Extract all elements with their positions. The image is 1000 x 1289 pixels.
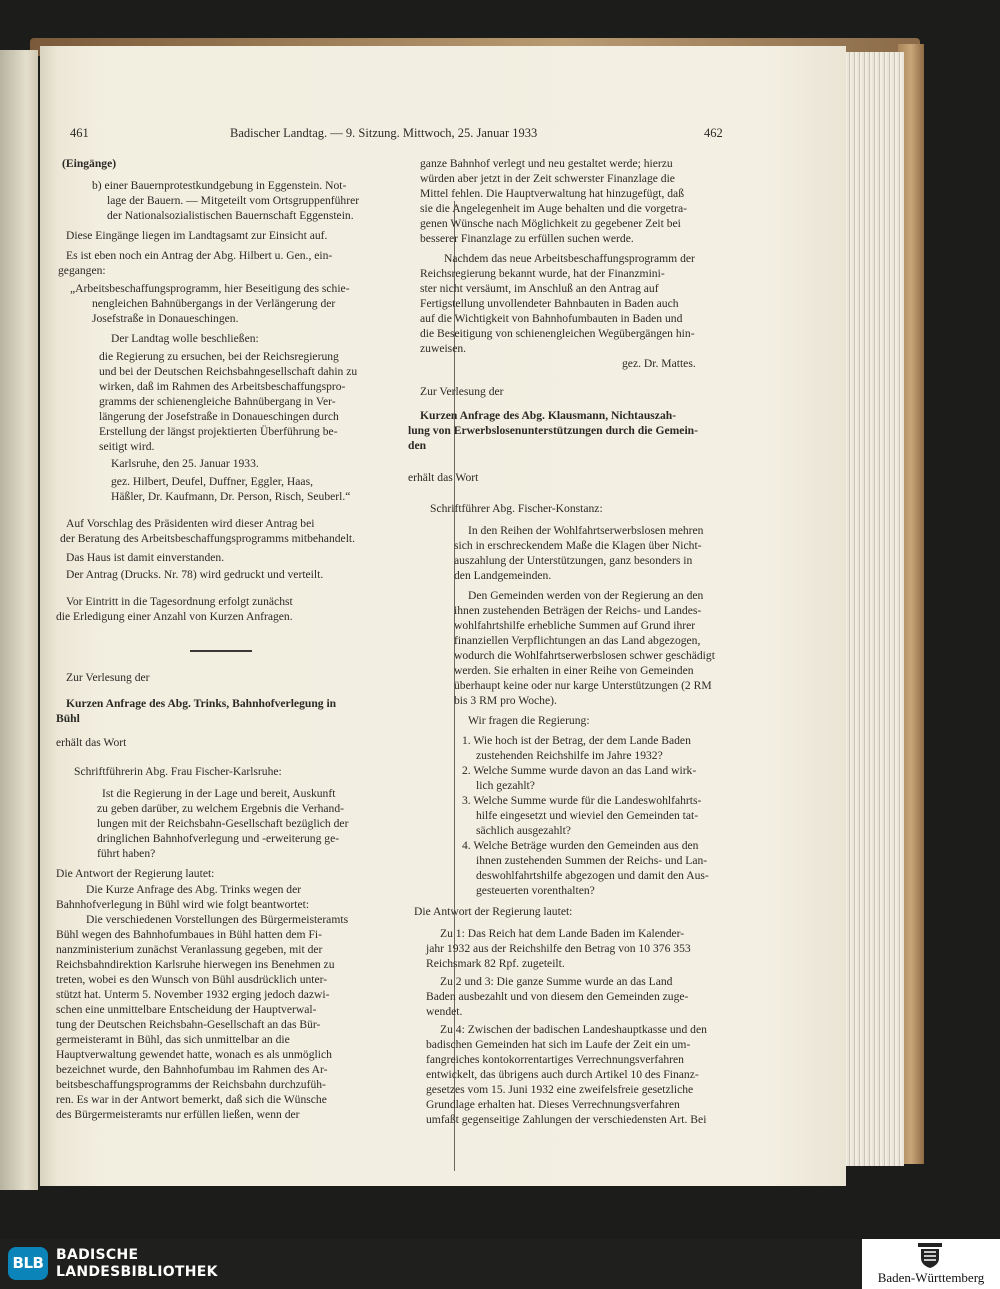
- left-line: des Bürgermeisteramts nur erfüllen ließen, wenn der: [56, 1108, 300, 1121]
- blb-logo: BLB: [8, 1247, 48, 1280]
- left-line: nengleichen Bahnübergangs in der Verlängerung der: [92, 297, 336, 310]
- left-line: Häßler, Dr. Kaufmann, Dr. Person, Risch, Seuberl.“: [111, 490, 351, 503]
- right-line: Den Gemeinden werden von der Regierung an den: [468, 589, 704, 602]
- right-line: wendet.: [426, 1005, 463, 1018]
- right-line: den Landgemeinden.: [454, 569, 552, 582]
- left-line: lungen mit der Reichsbahn-Gesellschaft bezüglich der: [97, 817, 349, 830]
- right-line: badischen Gemeinden hat sich im Laufe der Zeit ein um-: [426, 1038, 691, 1051]
- left-line: bezeichnet wurde, den Bahnhofumbau im Rahmen des Ar-: [56, 1063, 328, 1076]
- left-line: der Beratung des Arbeitsbeschaffungsprogramms mitbehandelt.: [60, 532, 356, 545]
- left-line: gegangen:: [58, 264, 106, 277]
- right-line: 2. Welche Summe wurde davon an das Land wirk-: [462, 764, 697, 777]
- left-line: nanzministerium zunächst Veranlassung gegeben, mit der: [56, 943, 323, 956]
- left-line: die Regierung zu ersuchen, bei der Reichsregierung: [99, 350, 339, 363]
- left-line: Schriftführerin Abg. Frau Fischer-Karlsruhe:: [74, 765, 282, 778]
- left-line: gez. Hilbert, Deufel, Duffner, Eggler, Haas,: [111, 475, 313, 488]
- right-line: umfaßt gegenseitige Zahlungen der verschiedensten Art. Bei: [426, 1113, 707, 1126]
- page-number-left: 461: [70, 126, 89, 140]
- left-line: Kurzen Anfrage des Abg. Trinks, Bahnhofverlegung in: [66, 697, 337, 710]
- right-line: Die Antwort der Regierung lautet:: [414, 905, 573, 918]
- coat-of-arms-icon: [916, 1241, 944, 1269]
- left-line: Der Landtag wolle beschließen:: [111, 332, 259, 345]
- left-line: „Arbeitsbeschaffungsprogramm, hier Beseitigung des schie-: [70, 282, 350, 295]
- right-line: würden aber jetzt in der Zeit schwerster Finanzlage die: [420, 172, 675, 185]
- right-line: jahr 1932 aus der Reichshilfe den Betrag von 10 376 353: [426, 942, 691, 955]
- left-line: Bahnhofverlegung in Bühl wird wie folgt beantwortet:: [56, 898, 310, 911]
- right-line: Schriftführer Abg. Fischer-Konstanz:: [430, 502, 603, 515]
- right-line: Zu 1: Das Reich hat dem Lande Baden im Kalender-: [440, 927, 685, 940]
- previous-page-edge: [0, 50, 38, 1190]
- right-line: In den Reihen der Wohlfahrtserwerbslosen mehren: [468, 524, 704, 537]
- right-line: sich in erschreckendem Maße die Klagen über Nicht-: [454, 539, 702, 552]
- left-line: tung der Deutschen Reichsbahn-Gesellschaft an das Bür-: [56, 1018, 321, 1031]
- right-line: besserer Finanzlage zu erfüllen suchen werde.: [420, 232, 634, 245]
- right-line: deswohlfahrtshilfe abgezogen und damit den Aus-: [476, 869, 709, 882]
- left-line: gramms der schienengleiche Bahnübergang in Ver-: [99, 395, 336, 408]
- left-line: germeisteramt in Bühl, das sich unmittelbar an die: [56, 1033, 290, 1046]
- right-line: entwickelt, das übrigens auch durch Artikel 10 des Finanz-: [426, 1068, 699, 1081]
- left-line: Vor Eintritt in die Tagesordnung erfolgt zunächst: [66, 595, 293, 608]
- left-line: ren. Es war in der Antwort bemerkt, daß sich die Wünsche: [56, 1093, 327, 1106]
- left-line: Der Antrag (Drucks. Nr. 78) wird gedruckt und verteilt.: [66, 568, 324, 581]
- left-line: Das Haus ist damit einverstanden.: [66, 551, 225, 564]
- right-line: genen Wünsche nach Möglichkeit zu gegebener Zeit bei: [420, 217, 681, 230]
- running-title: Badischer Landtag. — 9. Sitzung. Mittwoch, 25. Januar 1933: [230, 126, 538, 140]
- page-number-right: 462: [704, 126, 723, 140]
- left-line: Die Kurze Anfrage des Abg. Trinks wegen der: [86, 883, 302, 896]
- left-line: wirken, daß im Rahmen des Arbeitsbeschaffungspro-: [99, 380, 346, 393]
- left-line: Karlsruhe, den 25. Januar 1933.: [111, 457, 259, 470]
- right-line: 3. Welche Summe wurde für die Landeswohlfahrts-: [462, 794, 702, 807]
- right-line: Baden ausbezahlt und von diesem den Gemeinden zuge-: [426, 990, 689, 1003]
- right-line: ster nicht versäumt, im Anschluß an den Antrag auf: [420, 282, 659, 295]
- section-separator: [190, 650, 252, 652]
- right-line: Fertigstellung unvollendeter Bahnbauten in Baden auch: [420, 297, 679, 310]
- right-line: 1. Wie hoch ist der Betrag, der dem Lande Baden: [462, 734, 691, 747]
- left-line: Es ist eben noch ein Antrag der Abg. Hilbert u. Gen., ein-: [66, 249, 333, 262]
- left-line: Erstellung der längst projektierten Überführung be-: [99, 425, 338, 438]
- right-line: den: [408, 439, 427, 452]
- right-line: fangreiches kontokorrentartiges Verrechnungsverfahren: [426, 1053, 684, 1066]
- left-line: führt haben?: [97, 847, 156, 860]
- right-line: wohlfahrtshilfe erhebliche Summen auf Grund ihrer: [454, 619, 696, 632]
- left-line: Reichsbahndirektion Karlsruhe hierwegen ins Benehmen zu: [56, 958, 335, 971]
- state-name: Baden-Württemberg: [877, 1270, 985, 1285]
- left-line: Auf Vorschlag des Präsidenten wird dieser Antrag bei: [66, 517, 315, 530]
- right-line: auf die Wichtigkeit von Bahnhofumbauten in Baden und: [420, 312, 683, 325]
- left-line: Bühl wegen des Bahnhofumbaues in Bühl hatten dem Fi-: [56, 928, 322, 941]
- left-line: Josefstraße in Donaueschingen.: [92, 312, 239, 325]
- left-line: b) einer Bauernprotestkundgebung in Eggenstein. Not-: [92, 179, 347, 192]
- left-line: stützt hat. Unterm 5. November 1932 erging jedoch dazwi-: [56, 988, 330, 1001]
- right-line: Nachdem das neue Arbeitsbeschaffungsprogramm der: [444, 252, 695, 265]
- right-line: Wir fragen die Regierung:: [468, 714, 590, 727]
- left-line: der Nationalsozialistischen Bauernschaft Eggenstein.: [107, 209, 354, 222]
- right-line: wodurch die Wohlfahrtserwerbslosen schwer geschädigt: [454, 649, 715, 662]
- right-line: Kurzen Anfrage des Abg. Klausmann, Nichtauszah-: [420, 409, 677, 422]
- right-line: Reichsregierung bekannt wurde, hat der Finanzmini-: [420, 267, 665, 280]
- right-line: gesteuerten vorenthalten?: [476, 884, 595, 897]
- right-line: auszahlung der Unterstützungen, ganz besonders in: [454, 554, 693, 567]
- left-line: beitsbeschaffungsprogramms der Reichsbahn durchzufüh-: [56, 1078, 326, 1091]
- right-line: Zur Verlesung der: [420, 385, 504, 398]
- footer-bar: [0, 1239, 1000, 1289]
- right-line: ihnen zustehenden Summen der Reichs- und Lan-: [476, 854, 708, 867]
- left-line: (Eingänge): [62, 157, 117, 170]
- right-line: Mittel fehlen. Die Hauptverwaltung hat hinzugefügt, daß: [420, 187, 685, 200]
- right-line: 4. Welche Beträge wurden den Gemeinden aus den: [462, 839, 699, 852]
- left-line: längerung der Josefstraße in Donaueschingen durch: [99, 410, 339, 423]
- right-line: ganze Bahnhof verlegt und neu gestaltet werde; hierzu: [420, 157, 673, 170]
- right-line: Zu 4: Zwischen der badischen Landeshauptkasse und den: [440, 1023, 707, 1036]
- left-line: zu geben darüber, zu welchem Ergebnis die Verhand-: [97, 802, 344, 815]
- right-line: die Beseitigung von schienengleichen Wegübergängen hin-: [420, 327, 695, 340]
- right-line: sie die Angelegenheit im Auge behalten und die vorgetra-: [420, 202, 688, 215]
- left-line: erhält das Wort: [56, 736, 127, 749]
- left-line: dringlichen Bahnhofverlegung und -erweiterung ge-: [97, 832, 340, 845]
- left-line: Diese Eingänge liegen im Landtagsamt zur Einsicht auf.: [66, 229, 328, 242]
- right-line: zuweisen.: [420, 342, 467, 355]
- right-line: überhaupt keine oder nur karge Unterstützungen (2 RM: [454, 679, 712, 692]
- left-line: Hauptverwaltung gewendet hatte, wonach es als unmöglich: [56, 1048, 332, 1061]
- document-page: [40, 46, 846, 1186]
- right-line: ihnen zustehenden Beträgen der Reichs- und Landes-: [454, 604, 702, 617]
- right-line: werden. Sie erhalten in einer Reihe von Gemeinden: [454, 664, 694, 677]
- right-line: zustehenden Reichshilfe im Jahre 1932?: [476, 749, 663, 762]
- page-stack-edges: [842, 52, 904, 1166]
- left-line: Zur Verlesung der: [66, 671, 150, 684]
- left-line: und bei der Deutschen Reichsbahngesellschaft dahin zu: [99, 365, 358, 378]
- right-line: sächlich ausgezahlt?: [476, 824, 571, 837]
- left-line: lage der Bauern. — Mitgeteilt vom Ortsgruppenführer: [107, 194, 360, 207]
- left-line: Ist die Regierung in der Lage und bereit, Auskunft: [102, 787, 336, 800]
- right-line: Reichsmark 82 Rpf. zugeteilt.: [426, 957, 565, 970]
- left-line: Die verschiedenen Vorstellungen des Bürgermeisteramts: [86, 913, 349, 926]
- left-line: treten, wobei es den Wunsch von Bühl ausdrücklich unter-: [56, 973, 328, 986]
- right-line: hilfe eingesetzt und wieviel den Gemeinden tat-: [476, 809, 699, 822]
- left-line: Bühl: [56, 712, 80, 725]
- right-line: bis 3 RM pro Woche).: [454, 694, 557, 707]
- right-line: lung von Erwerbslosenunterstützungen durch die Gemein-: [408, 424, 698, 437]
- left-line: schen eine unmittelbare Entscheidung der Hauptverwal-: [56, 1003, 317, 1016]
- right-line: Grundlage erhalten hat. Dieses Verrechnungsverfahren: [426, 1098, 680, 1111]
- right-line: erhält das Wort: [408, 471, 479, 484]
- left-line: Die Antwort der Regierung lautet:: [56, 867, 215, 880]
- right-line: gesetzes vom 15. Juni 1932 eine zweifelsfreie gesetzliche: [426, 1083, 694, 1096]
- right-line: finanziellen Verpflichtungen an das Land abgezogen,: [454, 634, 701, 647]
- right-line: gez. Dr. Mattes.: [622, 357, 696, 370]
- left-line: die Erledigung einer Anzahl von Kurzen Anfragen.: [56, 610, 293, 623]
- state-logo-panel: [862, 1239, 1000, 1289]
- right-line: Zu 2 und 3: Die ganze Summe wurde an das Land: [440, 975, 673, 988]
- library-name: BADISCHE LANDESBIBLIOTHEK: [56, 1247, 218, 1280]
- left-line: seitigt wird.: [99, 440, 155, 453]
- right-line: lich gezahlt?: [476, 779, 535, 792]
